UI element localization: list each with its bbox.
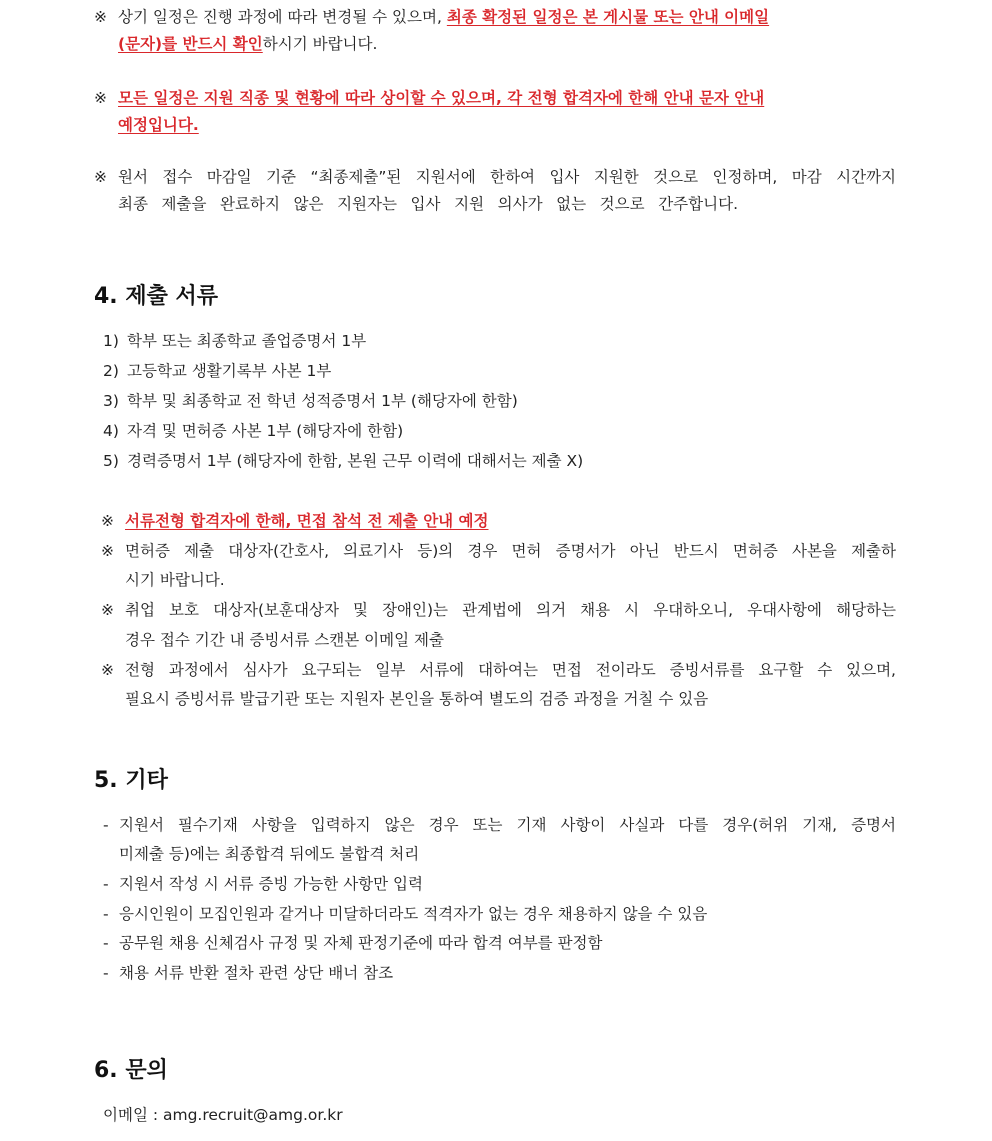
- list-item-cont: 미제출 등)에는 최종합격 뒤에도 불합격 처리: [119, 845, 420, 863]
- emphasis-text: (문자)를 반드시 확인: [118, 35, 263, 53]
- reference-mark: ※: [94, 89, 107, 107]
- list-item: - 지원서 작성 시 서류 증빙 가능한 사항만 입력: [103, 875, 424, 893]
- contact-email[interactable]: 이메일 : amg.recruit@amg.or.kr: [103, 1106, 343, 1124]
- note-document-submission: [101, 510, 489, 532]
- note-final-submit: ※ 원서 접수 마감일 기준 “최종제출”된 지원서에 한하여 입사 지원한 것으로 인정하며, 마감 시간까지: [94, 168, 896, 186]
- reference-mark: ※: [94, 8, 107, 26]
- reference-mark: ※: [101, 512, 114, 530]
- note-schedule-change: ※ 상기 일정은 진행 과정에 따라 변경될 수 있으며, 최종 확정된 일정은 본 게시물 또는 안내 이메일: [94, 8, 770, 26]
- note-schedule-varies-cont: [118, 114, 199, 136]
- note-schedule-varies: [94, 87, 764, 109]
- reference-mark: ※: [101, 601, 114, 619]
- emphasis-text: 예정입니다.: [118, 116, 199, 134]
- reference-mark: ※: [101, 661, 114, 679]
- list-item: 4) 자격 및 면허증 사본 1부 (해당자에 한함): [103, 422, 404, 440]
- list-item: 3) 학부 및 최종학교 전 학년 성적증명서 1부 (해당자에 한함): [103, 392, 518, 410]
- list-item: - 응시인원이 모집인원과 같거나 미달하더라도 적격자가 없는 경우 채용하지 않을 수 있음: [103, 905, 708, 923]
- note-schedule-change-cont: (문자)를 반드시 확인하시기 바랍니다.: [118, 35, 378, 53]
- note-preference-cont: 경우 접수 기간 내 증빙서류 스캔본 이메일 제출: [125, 631, 444, 649]
- list-item: 1) 학부 또는 최종학교 졸업증명서 1부: [103, 332, 367, 350]
- note-preference: ※ 취업 보호 대상자(보훈대상자 및 장애인)는 관계법에 의거 채용 시 우대하오니, 우대사항에 해당하는: [101, 601, 896, 619]
- list-item: - 공무원 채용 신체검사 규정 및 자체 판정기준에 따라 합격 여부를 판정함: [103, 934, 603, 952]
- list-item: 5) 경력증명서 1부 (해당자에 한함, 본원 근무 이력에 대해서는 제출 X): [103, 452, 584, 470]
- note-final-submit-cont: 최종 제출을 완료하지 않은 지원자는 입사 지원 의사가 없는 것으로 간주합니다.: [118, 195, 738, 213]
- reference-mark: ※: [94, 168, 107, 186]
- reference-mark: ※: [101, 542, 114, 560]
- note-license-copy: ※ 면허증 제출 대상자(간호사, 의료기사 등)의 경우 면허 증명서가 아닌 반드시 면허증 사본을 제출하: [101, 542, 896, 560]
- emphasis-text: 서류전형 합격자에 한해, 면접 참석 전 제출 안내 예정: [125, 512, 489, 530]
- list-item: - 지원서 필수기재 사항을 입력하지 않은 경우 또는 기재 사항이 사실과 다를 경우(허위 기재, 증명서: [103, 816, 896, 834]
- emphasis-text: 최종 확정된 일정은 본 게시물 또는 안내 이메일: [446, 8, 770, 26]
- list-item: 2) 고등학교 생활기록부 사본 1부: [103, 362, 332, 380]
- section-title-etc: 5. 기타: [94, 768, 168, 793]
- emphasis-text: 모든 일정은 지원 직종 및 현황에 따라 상이할 수 있으며, 각 전형 합격자에 한해 안내 문자 안내: [118, 89, 765, 107]
- list-item: - 채용 서류 반환 절차 관련 상단 배너 참조: [103, 964, 394, 982]
- note-license-copy-cont: 시기 바랍니다.: [125, 571, 225, 589]
- note-verification-cont: 필요시 증빙서류 발급기관 또는 지원자 본인을 통하여 별도의 검증 과정을 거칠 수 있음: [125, 690, 709, 708]
- note-verification: ※ 전형 과정에서 심사가 요구되는 일부 서류에 대하여는 면접 전이라도 증빙서류를 요구할 수 있으며,: [101, 661, 896, 679]
- section-title-contact: 6. 문의: [94, 1058, 168, 1083]
- section-title-documents: 4. 제출 서류: [94, 284, 218, 309]
